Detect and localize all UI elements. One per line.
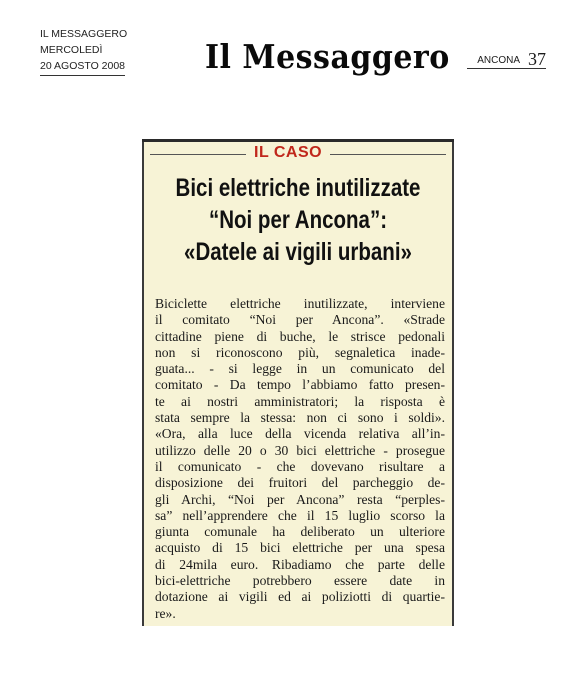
body-line: sa” nell’apprendere che il 15 luglio scorso la [155, 507, 445, 523]
body-line: stata sempre la stessa: non ci sono i soldi». [155, 410, 445, 426]
article-headline [142, 172, 454, 268]
body-line: gli Archi, “Noi per Ancona” resta “perples- [155, 491, 445, 507]
body-line: comitato - Da tempo l’abbiamo fatto presen- [155, 377, 445, 393]
article-body [155, 296, 445, 622]
masthead-left [40, 26, 127, 76]
body-line: dotazione ai vigili ed ai poliziotti di quartie- [155, 589, 445, 605]
body-line: «Ora, alla luce della vicenda relativa all’in- [155, 426, 445, 442]
body-line: utilizzo delle 20 o 30 bici elettriche - prosegue [155, 442, 445, 458]
body-line: te ai nostri amministratori; la risposta è [155, 393, 445, 409]
paper-name: IL MESSAGGERO [40, 28, 128, 40]
body-line: re». [155, 605, 176, 621]
headline-line: «Datele ai vigili urbani» [184, 238, 412, 266]
body-line: cittadine piene di buche, le strisce pedonali [155, 328, 445, 344]
body-line: guata... - si legge in un comunicato del [155, 361, 445, 377]
publication-date: 20 AGOSTO 2008 [40, 58, 125, 76]
body-line: Biciclette elettriche inutilizzate, interviene [155, 296, 445, 311]
edition-city: ANCONA [477, 55, 520, 66]
body-line: bici-elettriche potrebbero essere date in [155, 573, 445, 589]
body-line: il comitato “Noi per Ancona”. «Strade [155, 312, 445, 328]
body-line: il comunicato - che dovevano risultare a [155, 458, 445, 474]
body-line: disposizione dei fruitori del parcheggio de- [155, 475, 445, 491]
body-line: di 24mila euro. Ribadiamo che parte delle [155, 556, 445, 572]
body-line: non si riconoscono più, segnaletica inade- [155, 344, 445, 360]
clipping-top-rule [142, 139, 454, 142]
rubric-label: IL CASO [246, 144, 330, 162]
page-number: 37 [528, 49, 546, 69]
headline-line: “Noi per Ancona”: [208, 206, 388, 234]
newspaper-logo: Il Messaggero [205, 38, 450, 77]
body-line: giunta comunale ha deliberato un ulteriore [155, 524, 445, 540]
weekday: MERCOLEDÌ [40, 44, 103, 56]
headline-line: Bici elettriche inutilizzate [175, 174, 421, 202]
masthead-right [467, 50, 546, 69]
body-line: acquisto di 15 bici elettriche per una spesa [155, 540, 445, 556]
